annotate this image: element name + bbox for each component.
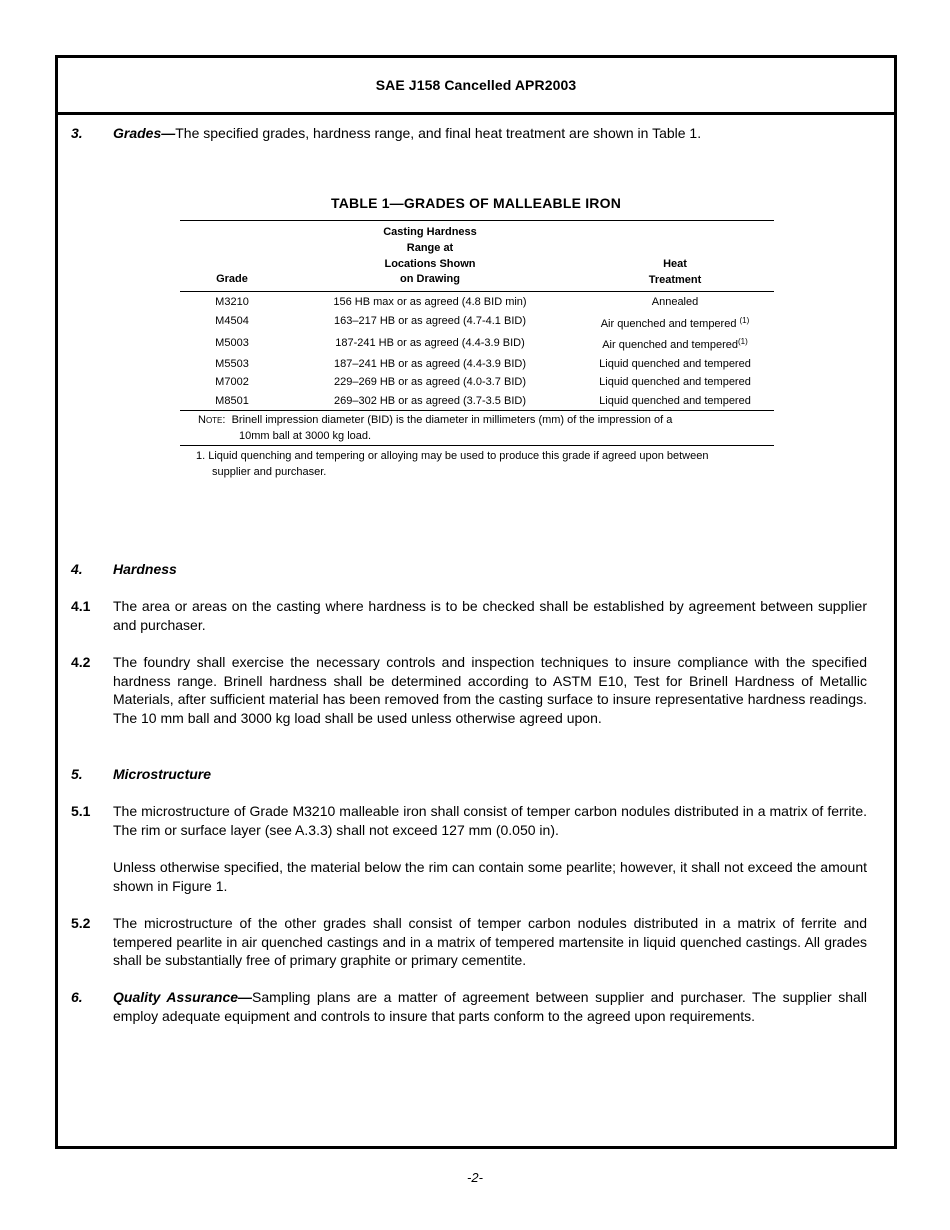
table-header-rule bbox=[180, 291, 774, 292]
table-bottom-rule bbox=[180, 445, 774, 446]
page-number: -2- bbox=[467, 1170, 483, 1185]
cell-hardness: 187-241 HB or as agreed (4.4-3.9 BID) bbox=[335, 337, 525, 349]
section-body bbox=[113, 988, 867, 1025]
section-title: Grades— bbox=[113, 125, 176, 141]
header-hardness bbox=[284, 225, 576, 288]
table-footnote bbox=[196, 448, 774, 480]
header-hardness-line: Locations Shown bbox=[384, 257, 476, 270]
section-text: The foundry shall exercise the necessary controls and inspection techniques to insure compliance with the specified hardness range. Brinell hardness shall be determined according to ASTM E10, Test for Brinell Hardness of Metallic Materials, after sufficient material has been removed from the casting surface to insure representative hardness readings. The 10 mm ball and 3000 kg load shall be used unless otherwise agreed upon. bbox=[113, 654, 867, 726]
cell-hardness: 187–241 HB or as agreed (4.4-3.9 BID) bbox=[333, 358, 526, 370]
footnote-ref: (1) bbox=[737, 337, 748, 346]
cell-treatment bbox=[576, 317, 774, 331]
cell-treatment-text: Air quenched and tempered bbox=[602, 339, 738, 351]
section-text: The area or areas on the casting where hardness is to be checked shall be established by agreement between supplier and purchaser. bbox=[113, 598, 867, 633]
header-hardness-line: Casting Hardness bbox=[383, 226, 477, 238]
header-heat-line: Heat bbox=[663, 258, 687, 270]
section-text: The specified grades, hardness range, and final heat treatment are shown in Table 1. bbox=[175, 125, 702, 141]
section-number: 5.2 bbox=[71, 915, 91, 931]
cell-treatment: Liquid quenched and tempered bbox=[599, 358, 751, 370]
footnote-line: supplier and purchaser. bbox=[212, 466, 327, 478]
cell-treatment: Liquid quenched and tempered bbox=[599, 376, 751, 388]
footnote-ref: (1) bbox=[739, 316, 750, 325]
cell-grade: M8501 bbox=[215, 395, 249, 407]
header-heat-line: Treatment bbox=[648, 273, 702, 286]
section-text: Sampling plans are a matter of agreement between supplier and purchaser. The supplier shall employ adequate equipment and controls to insure that parts conform to the agreed upon requirements. bbox=[113, 989, 867, 1024]
cell-grade: M7002 bbox=[215, 376, 249, 388]
cell-treatment bbox=[576, 338, 774, 352]
cell-grade: M4504 bbox=[215, 315, 249, 327]
note-text: Brinell impression diameter (BID) is the diameter in millimeters (mm) of the impression of a bbox=[231, 414, 673, 426]
cell-treatment-text: Air quenched and tempered bbox=[600, 318, 740, 330]
header-grade: Grade bbox=[216, 273, 248, 285]
section-title: Microstructure bbox=[113, 766, 212, 782]
cell-grade: M5003 bbox=[215, 337, 249, 349]
table-title: TABLE 1—GRADES OF MALLEABLE IRON bbox=[330, 195, 622, 211]
document-title: SAE J158 Cancelled APR2003 bbox=[375, 77, 577, 93]
section-number: 6. bbox=[71, 989, 83, 1005]
note-continuation: 10mm ball at 3000 kg load. bbox=[239, 429, 372, 442]
cell-treatment-text: Annealed bbox=[651, 296, 699, 308]
table-top-rule bbox=[180, 220, 774, 221]
cell-treatment bbox=[576, 295, 774, 309]
section-body bbox=[113, 765, 867, 784]
section-number: 5. bbox=[71, 766, 83, 782]
section-title: Hardness bbox=[113, 561, 177, 577]
section-number: 3. bbox=[71, 125, 83, 141]
page-header bbox=[58, 58, 894, 115]
section-body bbox=[113, 560, 867, 579]
note-label: Note: bbox=[198, 414, 226, 426]
section-number: 4. bbox=[71, 561, 83, 577]
table-note bbox=[198, 413, 774, 444]
cell-grade: M3210 bbox=[215, 296, 249, 308]
cell-hardness: 163–217 HB or as agreed (4.7-4.1 BID) bbox=[333, 315, 526, 327]
grades-table bbox=[180, 220, 774, 480]
cell-hardness: 229–269 HB or as agreed (4.0-3.7 BID) bbox=[333, 376, 526, 388]
section-body bbox=[113, 124, 867, 143]
header-hardness-line: on Drawing bbox=[400, 273, 460, 286]
cell-grade: M5503 bbox=[215, 358, 249, 370]
section-title: Quality Assurance— bbox=[113, 989, 253, 1005]
footnote-line: 1. Liquid quenching and tempering or alloying may be used to produce this grade if agreed upon between bbox=[196, 450, 709, 462]
section-text: The microstructure of the other grades shall consist of temper carbon nodules distributed in a matrix of ferrite and tempered pearlite in air quenched castings and in a matrix of tempered martensite in liquid quenched castings. All grades shall be substantially free of primary graphite or primary cementite. bbox=[113, 915, 867, 969]
section-text: Unless otherwise specified, the material below the rim can contain some pearlite; however, it shall not exceed the amount shown in Figure 1. bbox=[113, 859, 867, 894]
page-frame bbox=[55, 55, 897, 1149]
section-number: 4.2 bbox=[71, 654, 91, 670]
section-number: 5.1 bbox=[71, 803, 91, 819]
header-heat-treatment bbox=[576, 257, 774, 289]
header-hardness-line: Range at bbox=[406, 241, 454, 254]
cell-hardness: 156 HB max or as agreed (4.8 BID min) bbox=[333, 296, 527, 308]
section-number: 4.1 bbox=[71, 598, 91, 614]
section-text: The microstructure of Grade M3210 malleable iron shall consist of temper carbon nodules distributed in a matrix of ferrite. The rim or surface layer (see A.3.3) shall not exceed 127 mm (0.050 in). bbox=[113, 803, 867, 838]
table-body-rule bbox=[180, 410, 774, 411]
cell-treatment: Liquid quenched and tempered bbox=[599, 395, 751, 407]
cell-hardness: 269–302 HB or as agreed (3.7-3.5 BID) bbox=[333, 395, 526, 407]
